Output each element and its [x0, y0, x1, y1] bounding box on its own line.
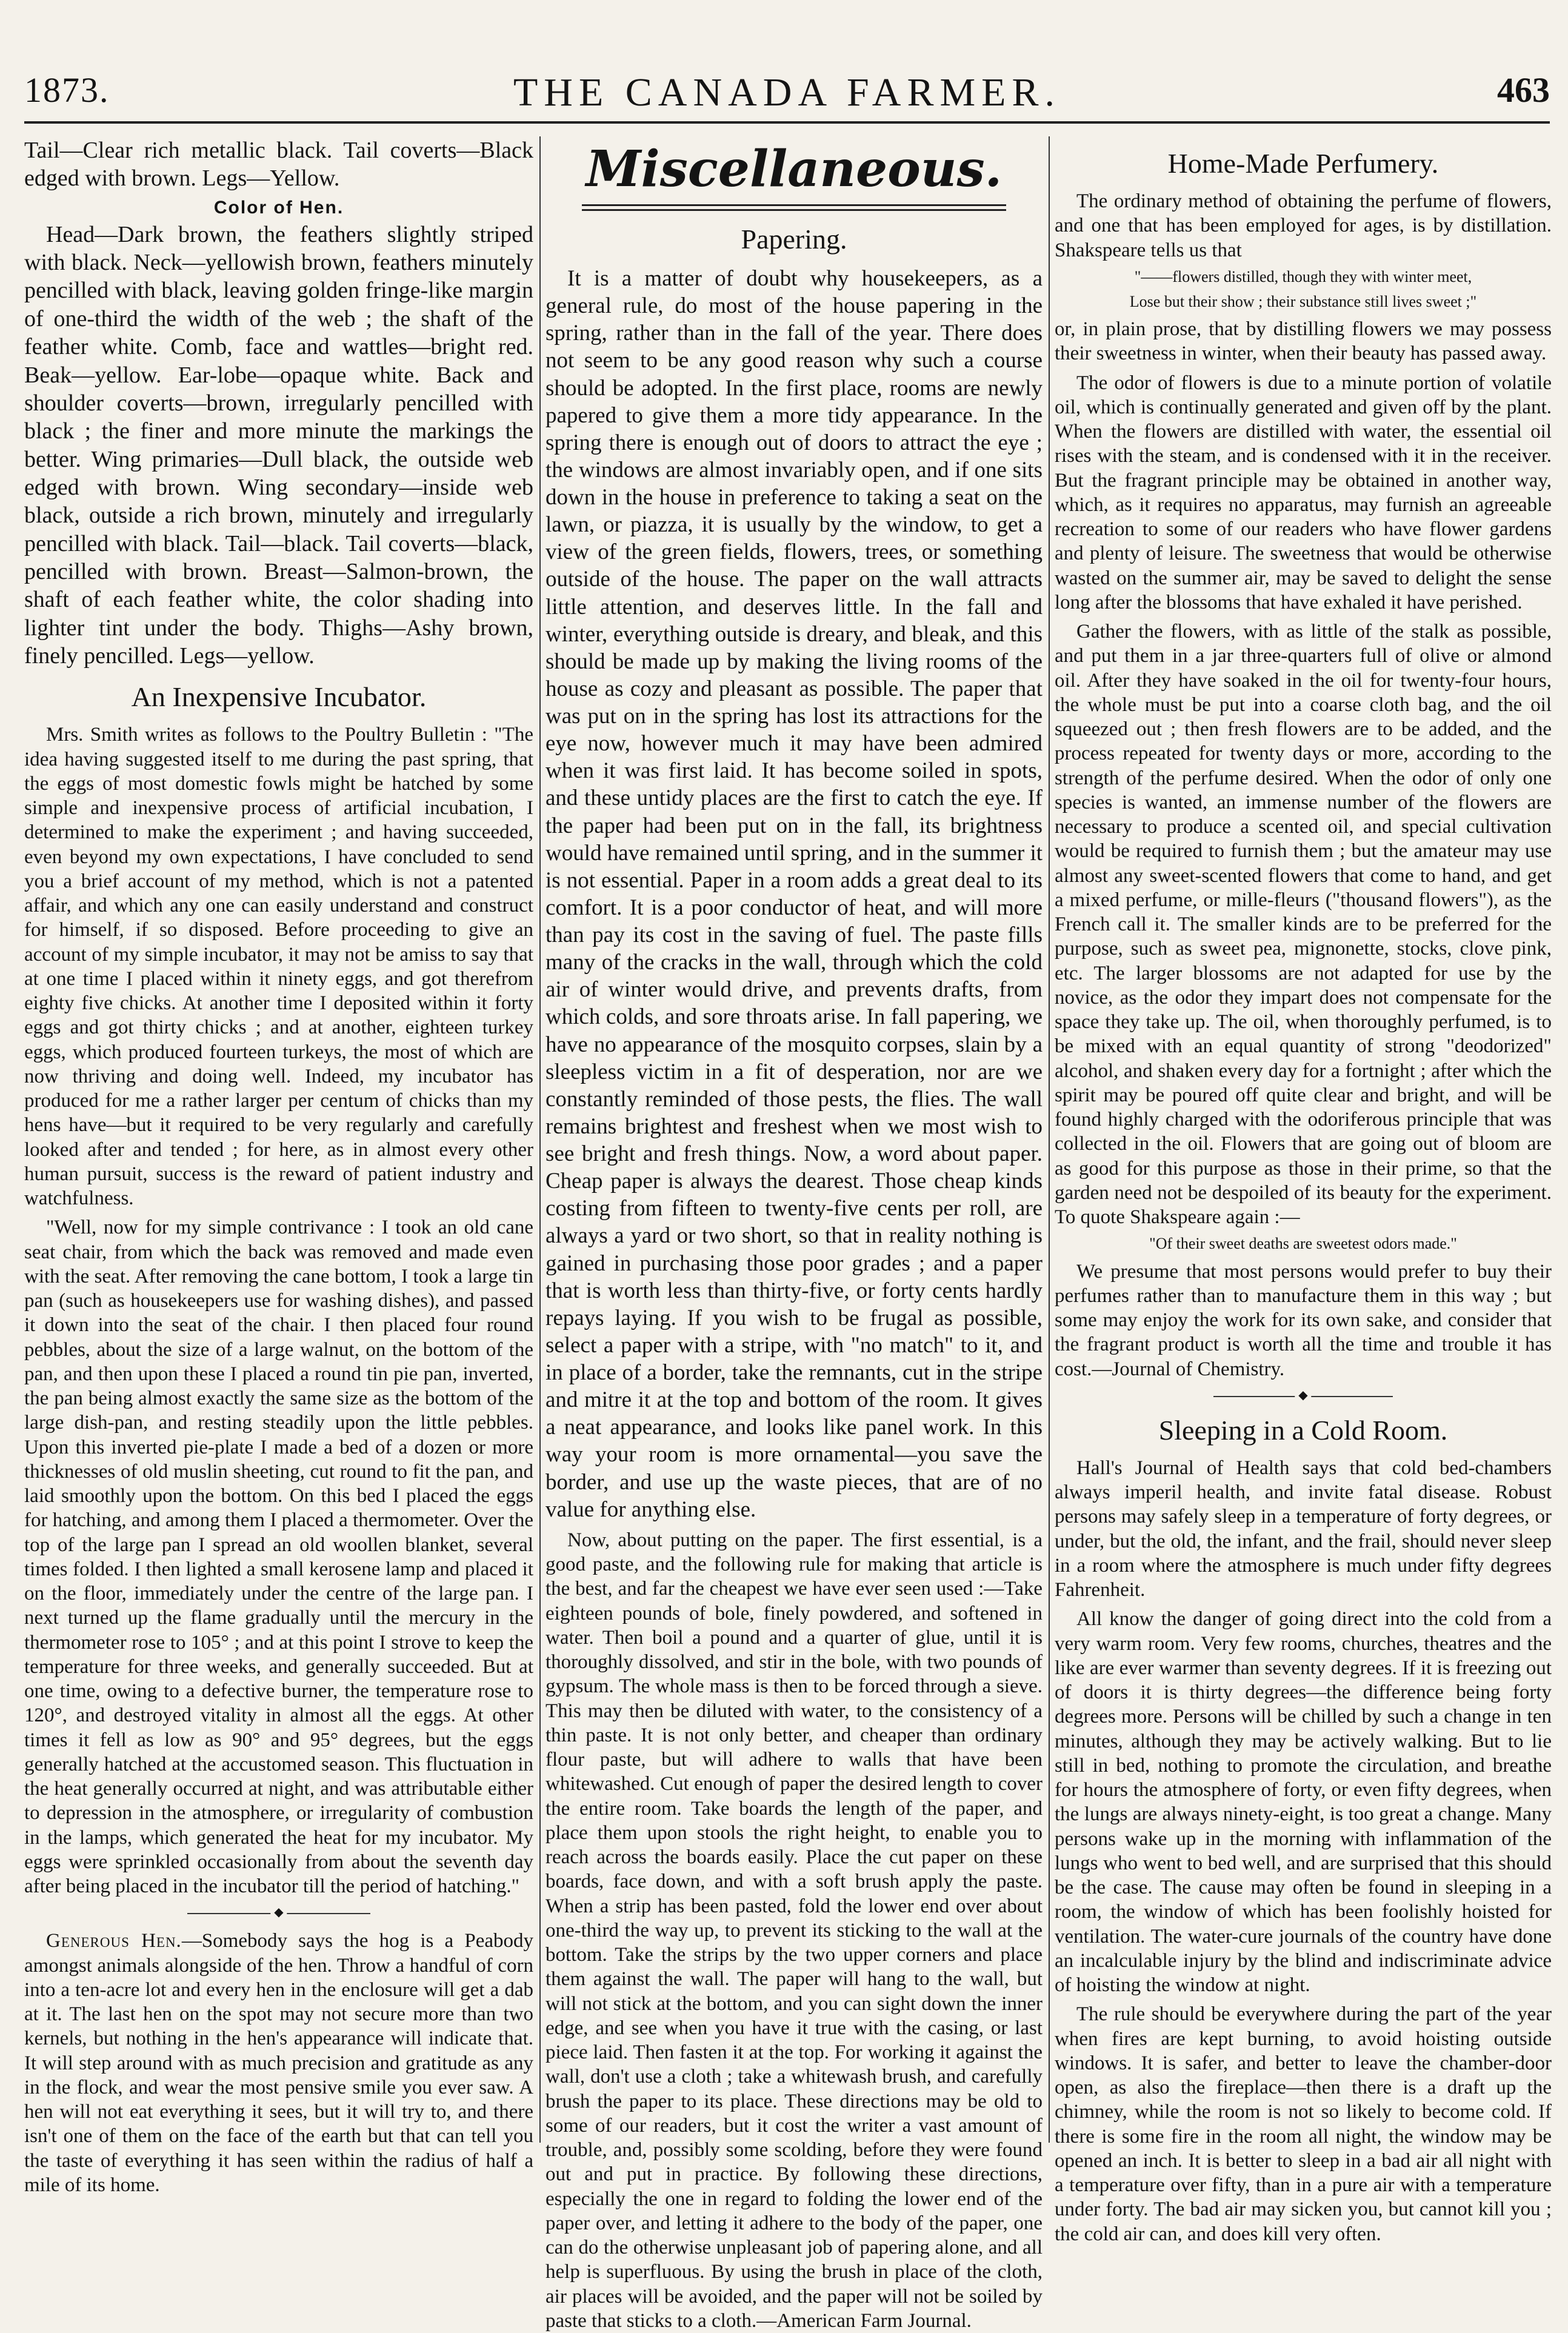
column-2 — [545, 136, 1043, 2332]
incubator-paragraph-1: Mrs. Smith writes as follows to the Poultry Bulletin : "The idea having suggested itself to me during the past spring, that the eggs of most domestic fowls might be hatched by some simple and inexpensive process of artificial incubation, I determined to make the experiment ; and having succeeded, even beyond my own expectations, I have concluded to send you a brief account of my method, which is not a patented affair, and which any one can easily understand and construct for himself, if so disposed. Before proceeding to give an account of my simple incubator, it may not be amiss to say that at one time I placed within it ninety eggs, and got therefrom eighty five chicks. At another time I deposited within it forty eggs and got thirty chicks ; and at another, eighteen turkey eggs, which produced fourteen turkeys, the most of which are now thriving and doing well. Indeed, my incubator has produced for me a rather larger per centum of chicks than my hens have—but it required to be very regularly and carefully looked after and tended ; for here, as in almost every other human pursuit, success is the reward of patient industry and watchfulness. — [24, 724, 533, 1210]
incubator-paragraph-2: "Well, now for my simple contrivance : I took an old cane seat chair, from which the back was removed and made even with the seat. After removing the cane bottom, I took a large tin pan (such as housekeepers use for washing dishes), and passed it down into the seat of the chair. I then placed four round pebbles, about the size of a large walnut, on the bottom of the pan, and then upon these I placed a round tin pie pan, inverted, the pan being almost exactly the same size as the bottom of the large dish-pan, and resting steadily upon the little pebbles. Upon this inverted pie-plate I made a bed of a dozen or more thicknesses of old muslin sheeting, cut round to fit the pan, and laid smoothly upon the bottom. On this bed I placed the eggs for hatching, and among them I placed a thermometer. Over the top of the large pan I spread an old woollen blanket, several times folded. I then lighted a small kerosene lamp and placed it on the floor, immediately under the centre of the large pan. I next turned up the flame gradually until the mercury in the thermometer rose to 105° ; and at this point I strove to keep the temperature for three weeks, and generally succeeded. But at one time, owing to a defective burner, the temperature rose to 120°, and destroyed vitality in almost all the eggs. At other times it fell as low as 90° and 95° degrees, but the eggs generally hatched at the accustomed season. This fluctuation in the heat generally occurred at night, and was attributable either to depression in the atmosphere, or irregularity of combustion in the lamps, which generated the heat for my incubator. My eggs were sprinkled occasionally from about the seventh day after being placed in the incubator till the period of hatching." — [24, 1217, 533, 1898]
section-double-rule — [582, 204, 1006, 211]
perfumery-paragraph-2: or, in plain prose, that by distilling flowers we may possess their sweetness in winter, when their beauty has passed away. — [1055, 318, 1552, 365]
sleeping-paragraph-3: The rule should be everywhere during the part of the year when fires are kept burning, to avoid hoisting outside windows. It is safer, and better to leave the chamber-door open, as also the fireplace—then there is a draft up the chimney, while the room is not so likely to become cold. If there is some fire in the room all night, the window may be opened an inch. It is better to sleep in a bad air all night with a temperature over fifty, than in a pure air with a temperature under forty. The bad air may sicken you, but cannot kill you ; the cold air can, and does kill very often. — [1055, 2003, 1552, 2245]
generous-hen-paragraph — [24, 1929, 533, 2197]
generous-hen-lead: Generous Hen. — [46, 1930, 182, 1952]
divider-ornament-2 — [1055, 1390, 1552, 1403]
hen-color-heading: Color of Hen. — [213, 197, 344, 218]
miscellaneous-section-title: Miscellaneous. — [585, 140, 1003, 198]
column-1 — [24, 136, 533, 2196]
hen-description: Head—Dark brown, the feathers slightly striped with black. Neck—yellowish brown, feathers minutely pencilled with black, leaving golden fringe-like margin of one-third the width of the web ; the shaft of the feather white. Comb, face and wattles—bright red. Beak—yellow. Ear-lobe—opaque white. Back and shoulder coverts—brown, irregularly pencilled with black ; the finer and more minute the markings the better. Wing primaries—Dull black, the outside web edged with brown. Wing secondary—inside web black, outside a rich brown, minutely and irregularly pencilled with black. Tail—black. Tail coverts—black, pencilled with brown. Breast—Salmon-brown, the shaft of each feather white, the color shading into lighter tint under the body. Thighs—Ashy brown, finely pencilled. Legs—yellow. — [24, 221, 533, 669]
perfumery-paragraph-5: We presume that most persons would prefer to buy their perfumes rather than to manufacture them in this way ; but some may enjoy the work for its own sake, and consider that the fragrant product is worth all the time and trouble it has cost.—Journal of Chemistry. — [1055, 1260, 1552, 1380]
incubator-title: An Inexpensive Incubator. — [131, 681, 427, 713]
perfumery-title: Home-Made Perfumery. — [1167, 148, 1439, 179]
column-rule-2 — [1049, 136, 1050, 2143]
sleeping-paragraph-2: All know the danger of going direct into the cold from a very warm room. Very few rooms, churches, theatres and the like are ever warmer than seventy degrees. If it is freezing out of doors it is thirty degrees—the difference being forty degrees more. Persons will be chilled by such a change in ten minutes, although they may be actively walking. But to lie still in bed, nothing to promote the circulation, and breathe for hours the atmosphere of forty, or even fifty degrees, when the lungs are always ninety-eight, is too great a change. Many persons wake up in the morning with inflammation of the lungs who went to bed well, and are surprised that this should be the case. The cause may often be found in sleeping in a room, the window of which has been foolishly hoisted for ventilation. The water-cure journals of the country have done an incalculable injury by the blind and indiscriminate advice of hoisting the window at night. — [1055, 1608, 1552, 1997]
column-3 — [1055, 136, 1552, 2245]
issue-year: 1873. — [24, 70, 110, 110]
page-number: 463 — [1497, 70, 1550, 110]
perfumery-paragraph-4: Gather the flowers, with as little of the stalk as possible, and put them in a jar three-quarters full of olive or almond oil. After they have soaked in the oil for twenty-four hours, the whole must be put into a coarse cloth bag, and the oil squeezed out ; then fresh flowers are to be added, and the process repeated for twenty days or more, according to the strength of the perfume desired. When the odor of only one species is wanted, an immense number of the flowers are necessary to produce a scented oil, and special cultivation would be required to furnish them ; but the amateur may use almost any sweet-scented flowers that come to hand, and get a mixed perfume, or mille-fleurs ("thousand flowers"), as the French call it. The smaller kinds are to be preferred for the purpose, such as sweet pea, mignonette, stocks, clove pink, etc. The larger blossoms are not adapted for use by the novice, as the odor they impart does not compensate for the space they take up. The oil, when thoroughly perfumed, is to be mixed with an equal quantity of strong "deodorized" alcohol, and shaken every day for a fortnight ; after which the spirit may be poured off quite clear and bright, and will be found highly charged with the odoriferous principle that was collected in the oil. Flowers that are going out of bloom are as good for this purpose as those in their prime, so that the garden need not be despoiled of its beauty for the experiment. To quote Shakspeare again :— — [1055, 621, 1552, 1229]
papering-paragraph-2: Now, about putting on the paper. The first essential, is a good paste, and the following rule for making that article is the best, and far the cheapest we have ever seen used :—Take eighteen pounds of bole, finely powdered, and softened in water. Then boil a pound and a quarter of glue, until it is thoroughly dissolved, and stir in the bole, with two pounds of gypsum. The whole mass is then to be forced through a sieve. This may then be diluted with water, to the consistency of a thin paste. It is not only better, and cheaper than ordinary flour paste, but will adhere to walls that have been whitewashed. Cut enough of paper the desired length to cover the entire room. Take boards the length of the paper, and place them upon stools the right height, to enable you to reach across the boards easily. Place the cut paper on these boards, face down, and with a soft brush apply the paste. When a strip has been pasted, fold the lower end over about one-third the way up, to prevent its sticking to the wall at the bottom. Take the strips by the two upper corners and place them against the wall. The paper will hang to the wall, but will not stick at the bottom, and you can sight down the inner edge, and see when you have it true with the casing, or last piece laid. Then fasten it at the top. For working it against the wall, don't use a cloth ; take a whitewash brush, and carefully brush the paper to its place. These directions may be old to some of our readers, but it cost the writer a vast amount of trouble, and, possibly some scolding, before they were found out and put in practice. By following these directions, especially the one in regard to folding the lower end of the paper over, and letting it adhere to the body of the paper, one can do the otherwise unpleasant job of papering alone, and all help is superfluous. By using the brush in place of the cloth, air places will be avoided, and the paper will not be soiled by paste that sticks to a cloth.—American Farm Journal. — [545, 1529, 1043, 2332]
perfumery-paragraph-1: The ordinary method of obtaining the perfume of flowers, and one that has been employed for ages, is by distillation. Shakspeare tells us that — [1055, 190, 1552, 261]
shakespeare-quote-line-1: "——flowers distilled, though they with winter meet, — [1134, 267, 1472, 285]
shakespeare-quote-2: "Of their sweet deaths are sweetest odors made." — [1149, 1235, 1457, 1253]
divider-ornament — [24, 1907, 533, 1920]
papering-paragraph-1: It is a matter of doubt why housekeepers, as a general rule, do most of the house papering in the spring, rather than in the fall of the year. There does not seem to be any good reason why such a course should be adopted. In the first place, rooms are newly papered to give them a more tidy appearance. In the spring there is enough out of doors to attract the eye ; the windows are almost invariably open, and if one sits down in the house in preference to taking a seat on the lawn, or piazza, it is usually by the window, to get a view of the green fields, flowers, trees, or something outside of the house. The paper on the wall attracts little attention, and deserves little. In the fall and winter, everything outside is dreary, and bleak, and this should be made up by making the living rooms of the house as cozy and pleasant as possible. The paper that was put on in the spring has lost its attractions for the eye now, however much it may have been admired when it was first laid. It has become soiled in spots, and these untidy places are the first to catch the eye. If the paper had been put on in the fall, its brightness would have remained until spring, and in the summer it is not essential. Paper in a room adds a great deal to its comfort. It is a poor conductor of heat, and will more than pay its cost in the saving of fuel. The paste fills many of the cracks in the wall, through which the cold air of winter would drive, and prevents drafts, from which colds, and sore throats arise. In fall papering, we have no appearance of the mosquito corpses, slain by a sleepless victim in a fit of desperation, nor are we constantly reminded of those pests, the flies. The wall remains brightest and freshest when we most wish to see bright and fresh things. Now, a word about paper. Cheap paper is always the dearest. Those cheap kinds costing from fifteen to twenty-five cents per roll, are always a yard or two short, so that in reality nothing is gained in purchasing those poor grades ; and a paper that is worth less than thirty-five, or forty cents hardly repays laying. If you wish to be frugal as possible, select a paper with a stripe, with "no match" to it, and in place of a border, take the remnants, cut in the stripe and mitre it at the top and bottom of the room. It gives a neat appearance, and looks like panel work. In this way your room is more ornamental—you save the border, and use up the waste pieces, that are of no value for anything else. — [545, 266, 1043, 1522]
sleeping-paragraph-1: Hall's Journal of Health says that cold bed-chambers always imperil health, and invite fatal disease. Robust persons may safely sleep in a temperature of forty degrees, or under, but the old, the infant, and the frail, should never sleep in a room where the atmosphere is much under fifty degrees Fahrenheit. — [1055, 1457, 1552, 1601]
page-header — [24, 64, 1550, 124]
cock-tail-description: Tail—Clear rich metallic black. Tail coverts—Black edged with brown. Legs—Yellow. — [24, 138, 533, 192]
shakespeare-quote-line-2: Lose but their show ; their substance still lives sweet ;" — [1129, 292, 1477, 310]
generous-hen-body: —Somebody says the hog is a Peabody amongst animals alongside of the hen. Throw a handful of corn into a ten-acre lot and every hen in the enclosure will get a dab at it. The last hen on the spot may not secure more than two kernels, but nothing in the hen's appearance will indicate that. It will step around with as much precision and gratitude as any in the flock, and wear the most pensive smile you ever saw. A hen will not eat everything it sees, but it will try to, and there isn't one of them on the face of the earth but that can tell you the taste of everything it has seen within the radius of half a mile of its home. — [24, 1930, 533, 2196]
papering-title: Papering. — [741, 224, 847, 255]
masthead: THE CANADA FARMER. — [513, 70, 1061, 115]
sleeping-title: Sleeping in a Cold Room. — [1158, 1414, 1448, 1446]
perfumery-paragraph-3: The odor of flowers is due to a minute portion of volatile oil, which is continually generated and given off by the plant. When the flowers are distilled with water, the essential oil rises with the steam, and is condensed with it in the receiver. But the fragrant principle may be obtained in another way, which, as it requires no apparatus, may furnish an agreeable recreation to some of our readers who have flower gardens and plenty of leisure. The sweetness that would be otherwise wasted on the summer air, may be saved to delight the sense long after the blossoms that have exhaled it have perished. — [1055, 372, 1552, 613]
column-rule-1 — [539, 136, 541, 2143]
